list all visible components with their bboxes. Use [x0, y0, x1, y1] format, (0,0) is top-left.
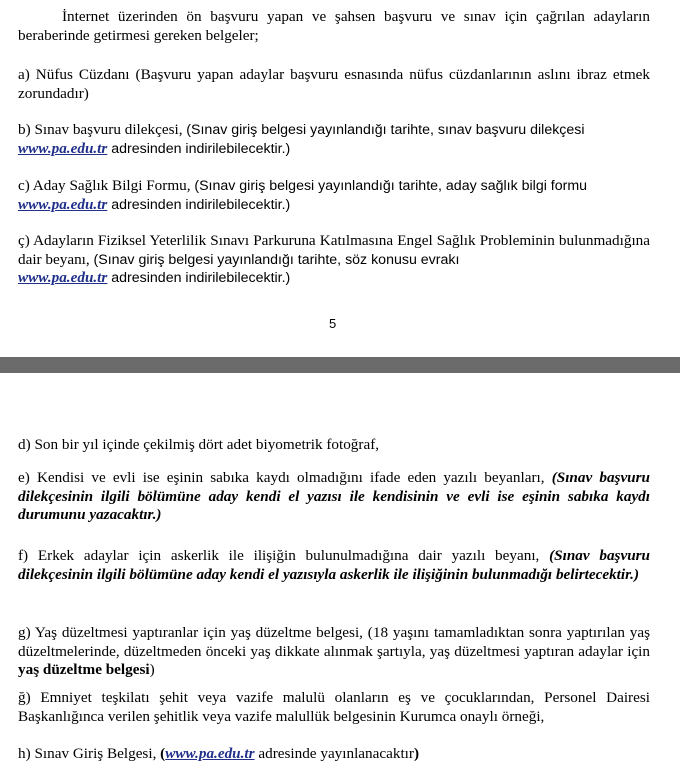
- item-cc-label: ç) Adayların Fiziksel Yeterlilik Sınavı Parkuruna Katılmasına Engel Sağlık Probleminin bulunmadığına dair beyanı,: [18, 232, 650, 268]
- item-a: a) Nüfus Cüzdanı (Başvuru yapan adaylar başvuru esnasında nüfus cüzdanlarının aslını ibraz etmek zorundadır): [18, 66, 650, 102]
- item-b: [18, 121, 650, 158]
- item-c-download-text: adresinden indirilebilecektir.): [107, 196, 291, 213]
- item-h: [18, 745, 650, 764]
- item-g-text: g) Yaş düzeltmesi yaptıranlar için yaş düzeltme belgesi, (18 yaşını tamamladıktan sonra yaptırılan yaş düzeltmelerinde, düzeltmeden önceki yaş dikkate alınmak şartıyla, yaş düzeltmesi yaptıran adaylar için: [18, 624, 650, 660]
- item-h-label: h) Sınav Giriş Belgesi,: [18, 745, 161, 762]
- item-e: [18, 469, 650, 525]
- item-h-close-paren: ): [413, 745, 420, 762]
- page-separator: [0, 357, 680, 373]
- link-pa-edu-b[interactable]: www.pa.edu.tr: [18, 139, 108, 157]
- link-pa-edu-c[interactable]: www.pa.edu.tr: [18, 195, 108, 213]
- item-c: [18, 177, 650, 214]
- item-f-label: f) Erkek adaylar için askerlik ile ilişiğin bulunulmadığına dair yazılı beyanı,: [18, 547, 550, 564]
- item-b-label: b) Sınav başvuru dilekçesi,: [18, 121, 187, 138]
- item-d: d) Son bir yıl içinde çekilmiş dört adet biyometrik fotoğraf,: [18, 436, 380, 453]
- document-page-5: [0, 0, 680, 357]
- document-page-6: [0, 373, 680, 781]
- item-cc: [18, 232, 650, 288]
- item-e-label: e) Kendisi ve evli ise eşinin sabıka kaydı olmadığını ifade eden yazılı beyanları,: [18, 469, 552, 486]
- item-cc-download-text: adresinden indirilebilecektir.): [107, 270, 291, 286]
- item-c-label: c) Aday Sağlık Bilgi Formu,: [18, 177, 195, 194]
- item-f-note: (Sınav başvuru dilekçesinin ilgili bölümüne aday kendi el yazısıyla askerlik ile ilişiğinin bulunmadığı belirtecektir.): [18, 547, 650, 583]
- item-e-note: (Sınav başvuru dilekçesinin ilgili bölümüne aday kendi el yazısı ile kendisinin ve evli ise eşinin sabıka kaydı durumunu yazacaktır.): [18, 469, 650, 523]
- link-pa-edu-cc[interactable]: www.pa.edu.tr: [18, 269, 108, 286]
- item-h-suffix: adresinde yayınlanacaktır: [254, 745, 414, 762]
- item-g-end: ): [149, 661, 155, 678]
- link-pa-edu-h[interactable]: www.pa.edu.tr: [165, 745, 255, 762]
- item-cc-note: (Sınav giriş belgesi yayınlandığı tarihte, söz konusu evrakı: [93, 251, 460, 268]
- item-b-download-text: adresinden indirilebilecektir.): [107, 140, 291, 157]
- item-f: [18, 547, 650, 584]
- page-number: 5: [329, 316, 337, 331]
- item-h-open-paren: (: [160, 745, 166, 762]
- item-c-note: (Sınav giriş belgesi yayınlandığı tarihte, aday sağlık bilgi formu: [194, 178, 588, 194]
- item-gg: ğ) Emniyet teşkilatı şehit veya vazife malulü olanların eş ve çocuklarından, Personel Dairesi Başkanlığınca verilen şehitlik veya vazife malullük belgesinin Kurumca onaylı örneği,: [18, 689, 650, 725]
- item-g-bold: yaş düzeltme belgesi: [18, 661, 150, 678]
- item-g: [18, 624, 650, 680]
- intro-paragraph: İnternet üzerinden ön başvuru yapan ve şahsen başvuru ve sınav için çağrılan adayların beraberinde getirmesi gereken belgeler;: [18, 8, 650, 44]
- item-b-note: (Sınav giriş belgesi yayınlandığı tarihte, sınav başvuru dilekçesi: [186, 122, 585, 138]
